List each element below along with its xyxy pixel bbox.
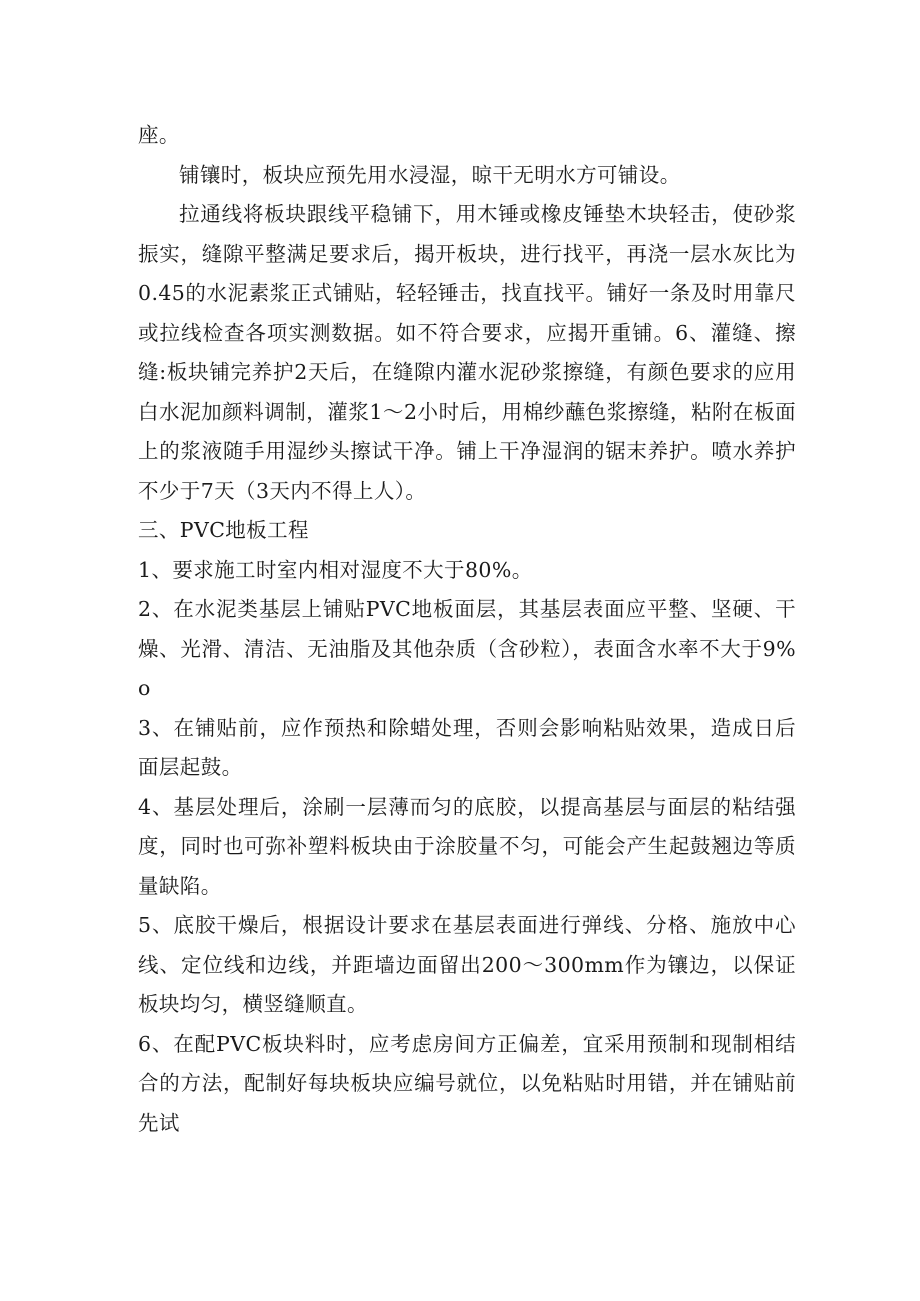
list-item-1: 1、要求施工时室内相对湿度不大于80%。 bbox=[138, 557, 533, 582]
list-item-6: 6、在配PVC板块料时，应考虑房间方正偏差，宜采用预制和现制相结合的方法，配制好每块板块应编号就位，以免粘贴时用错，并在铺贴前先试 bbox=[138, 1031, 796, 1135]
paragraph-3: 拉通线将板块跟线平稳铺下，用木锤或橡皮锤垫木块轻击，使砂浆振实，缝隙平整满足要求后，揭开板块，进行找平，再浇一层水灰比为0.45的水泥素浆正式铺贴，轻轻锤击，找直找平。铺好一条及时用靠尺或拉线检查各项实测数据。如不符合要求，应揭开重铺。6、灌缝、擦缝:板块铺完养护2天后，在缝隙内灌水泥砂浆擦缝，有颜色要求的应用白水泥加颜料调制，灌浆1～2小时后，用棉纱蘸色浆擦缝，粘附在板面上的浆液随手用湿纱头擦试干净。铺上干净湿润的锯末养护。喷水养护不少于7天（3天内不得上人）。 bbox=[138, 202, 796, 503]
list-item-4: 4、基层处理后，涂刷一层薄而匀的底胶，以提高基层与面层的粘结强度，同时也可弥补塑料板块由于涂胶量不匀，可能会产生起鼓翘边等质量缺陷。 bbox=[138, 794, 796, 898]
paragraph-2: 铺镶时，板块应预先用水浸湿，晾干无明水方可铺设。 bbox=[179, 162, 681, 187]
document-body bbox=[138, 116, 796, 1143]
list-item-5: 5、底胶干燥后，根据设计要求在基层表面进行弹线、分格、施放中心线、定位线和边线，并距墙边面留出200～300mm作为镶边，以保证板块均匀，横竖缝顺直。 bbox=[138, 913, 796, 1016]
list-item-2: 2、在水泥类基层上铺贴PVC地板面层，其基层表面应平整、坚硬、干燥、光滑、清洁、无油脂及其他杂质（含砂粒），表面含水率不大于9%o bbox=[138, 597, 796, 700]
paragraph-1: 座。 bbox=[138, 123, 180, 147]
section-heading: 三、PVC地板工程 bbox=[138, 518, 309, 542]
list-item-3: 3、在铺贴前，应作预热和除蜡处理，否则会影响粘贴效果，造成日后面层起鼓。 bbox=[138, 715, 796, 779]
